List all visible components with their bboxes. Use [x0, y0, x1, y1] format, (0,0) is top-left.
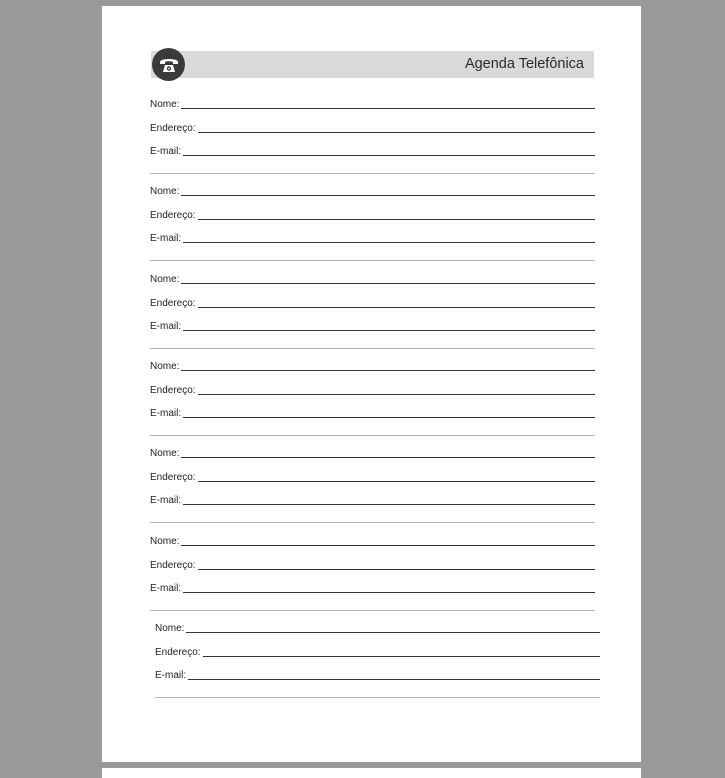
name-field-label: Nome: — [150, 448, 180, 459]
email-field-line[interactable] — [183, 417, 595, 418]
address-field-label: Endereço: — [150, 123, 196, 134]
entry-divider — [150, 173, 595, 174]
name-field[interactable] — [150, 96, 595, 110]
name-field-label: Nome: — [150, 361, 180, 372]
address-field[interactable] — [150, 295, 595, 309]
address-field-line[interactable] — [198, 219, 595, 220]
name-field[interactable] — [150, 533, 595, 547]
entry-divider — [150, 435, 595, 436]
address-field-line[interactable] — [198, 307, 595, 308]
name-field-line[interactable] — [181, 545, 595, 546]
contact-entry — [150, 183, 595, 261]
address-field[interactable] — [150, 120, 595, 134]
page-title: Agenda Telefônica — [464, 56, 584, 72]
name-field-line[interactable] — [181, 457, 595, 458]
email-field[interactable] — [150, 492, 595, 506]
entry-divider — [150, 348, 595, 349]
address-field[interactable] — [150, 469, 595, 483]
header-band — [151, 51, 594, 78]
address-field-label: Endereço: — [150, 385, 196, 396]
email-field-label: E-mail: — [150, 321, 182, 332]
email-field-label: E-mail: — [150, 233, 182, 244]
address-field-line[interactable] — [198, 481, 595, 482]
email-field-label: E-mail: — [150, 146, 182, 157]
contact-entry — [155, 620, 600, 698]
name-field-line[interactable] — [186, 632, 600, 633]
email-field-line[interactable] — [183, 155, 595, 156]
name-field[interactable] — [150, 358, 595, 372]
email-field[interactable] — [150, 143, 595, 157]
email-field[interactable] — [155, 667, 600, 681]
email-field-label: E-mail: — [150, 495, 182, 506]
address-field-line[interactable] — [198, 394, 595, 395]
address-field[interactable] — [150, 557, 595, 571]
name-field[interactable] — [150, 271, 595, 285]
email-field[interactable] — [150, 405, 595, 419]
email-field-label: E-mail: — [150, 408, 182, 419]
address-field-label: Endereço: — [155, 647, 201, 658]
name-field[interactable] — [150, 183, 595, 197]
entry-divider — [155, 697, 600, 698]
name-field-label: Nome: — [150, 274, 180, 285]
address-field-line[interactable] — [203, 656, 600, 657]
address-field[interactable] — [150, 207, 595, 221]
email-field-line[interactable] — [183, 504, 595, 505]
address-field-label: Endereço: — [150, 472, 196, 483]
address-field[interactable] — [150, 382, 595, 396]
address-field-label: Endereço: — [150, 298, 196, 309]
email-field[interactable] — [150, 580, 595, 594]
contact-entry — [150, 96, 595, 174]
address-field[interactable] — [155, 644, 600, 658]
entry-divider — [150, 522, 595, 523]
name-field-line[interactable] — [181, 108, 595, 109]
name-field-label: Nome: — [150, 186, 180, 197]
email-field-line[interactable] — [183, 330, 595, 331]
name-field-line[interactable] — [181, 195, 595, 196]
name-field-label: Nome: — [150, 536, 180, 547]
name-field[interactable] — [155, 620, 600, 634]
entry-divider — [150, 260, 595, 261]
email-field-line[interactable] — [188, 679, 600, 680]
address-field-label: Endereço: — [150, 210, 196, 221]
email-field-line[interactable] — [183, 592, 595, 593]
contact-entry — [150, 271, 595, 349]
email-field[interactable] — [150, 318, 595, 332]
name-field[interactable] — [150, 445, 595, 459]
contact-entry — [150, 358, 595, 436]
address-field-line[interactable] — [198, 132, 595, 133]
entry-divider — [150, 610, 595, 611]
name-field-label: Nome: — [155, 623, 185, 634]
telephone-icon — [152, 48, 185, 81]
address-field-line[interactable] — [198, 569, 595, 570]
name-field-line[interactable] — [181, 370, 595, 371]
email-field-label: E-mail: — [155, 670, 187, 681]
document-page — [102, 6, 641, 762]
email-field[interactable] — [150, 230, 595, 244]
next-page-edge — [102, 768, 641, 778]
contact-entry — [150, 533, 595, 611]
email-field-label: E-mail: — [150, 583, 182, 594]
email-field-line[interactable] — [183, 242, 595, 243]
contact-entry — [150, 445, 595, 523]
name-field-label: Nome: — [150, 99, 180, 110]
address-field-label: Endereço: — [150, 560, 196, 571]
name-field-line[interactable] — [181, 283, 595, 284]
